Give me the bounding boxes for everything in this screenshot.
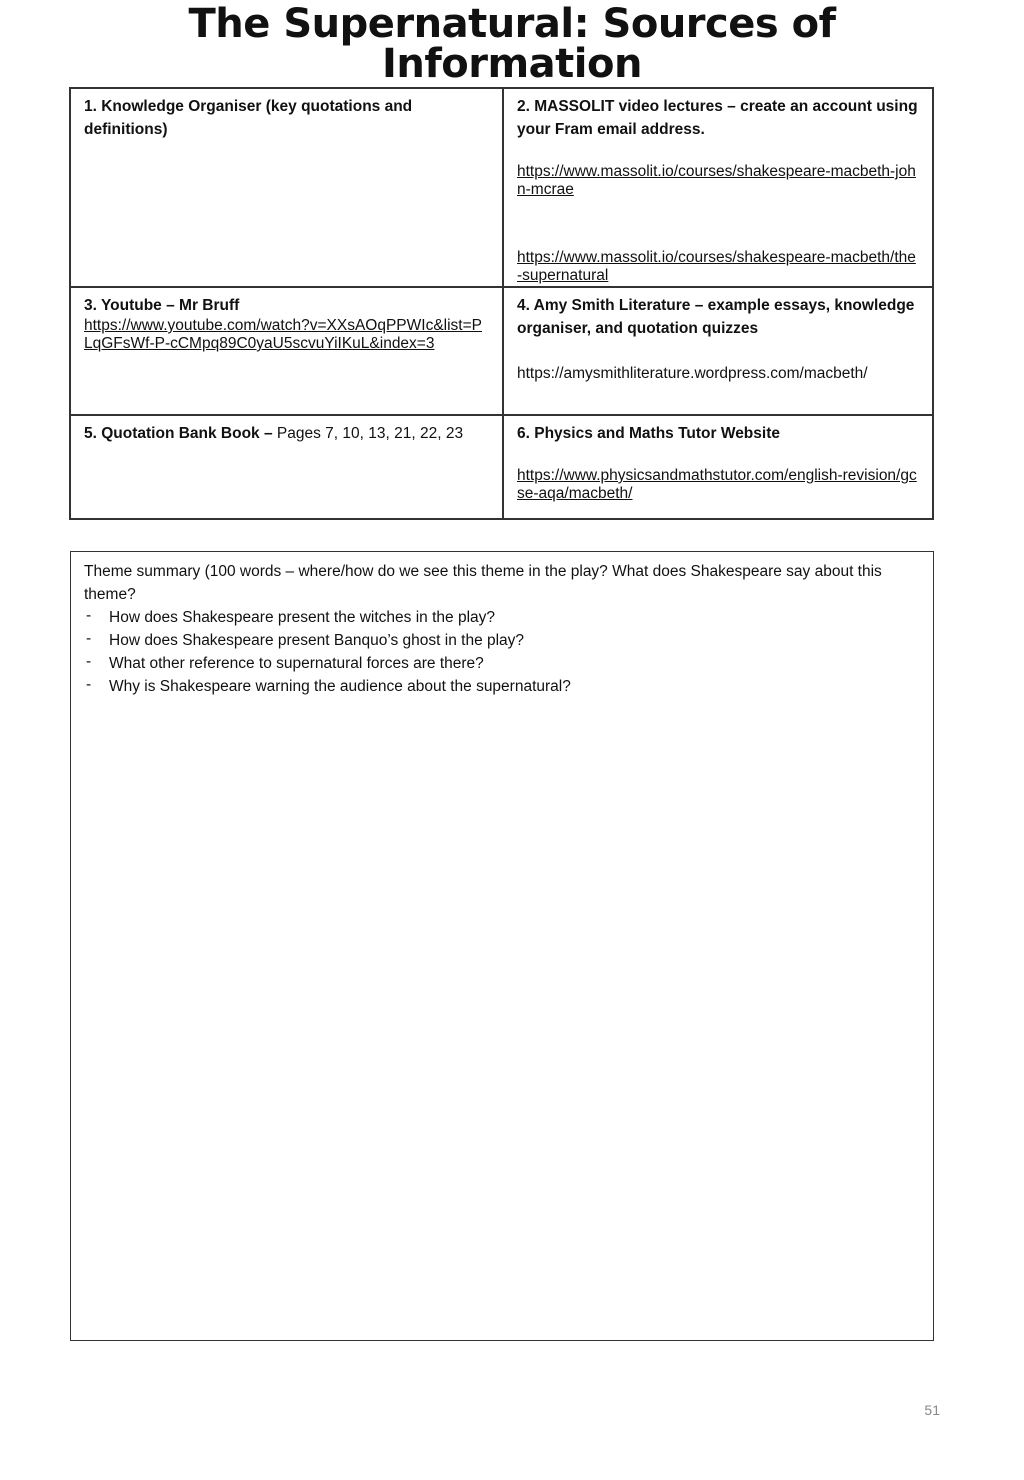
page-number: 51 [924, 1402, 940, 1418]
theme-question: - What other reference to supernatural forces are there? [84, 652, 920, 675]
sources-table [69, 87, 934, 520]
theme-summary-intro: Theme summary (100 words – where/how do we see this theme in the play? What does Shakespeare say about this theme? [84, 563, 882, 603]
source-cell-pmt [504, 416, 934, 520]
amy-smith-url: https://amysmithliterature.wordpress.com/macbeth/ [517, 365, 868, 382]
massolit-link-supernatural[interactable]: https://www.massolit.io/courses/shakespeare-macbeth/the-supernatural [517, 249, 916, 284]
source-heading-amy-smith: 4. Amy Smith Literature – example essays, knowledge organiser, and quotation quizzes [517, 297, 915, 337]
source-cell-knowledge-organiser [71, 89, 502, 286]
source-heading-massolit: 2. MASSOLIT video lectures – create an account using your Fram email address. [517, 98, 918, 138]
source-heading-pmt: 6. Physics and Maths Tutor Website [517, 425, 780, 442]
source-cell-amy-smith [504, 288, 934, 414]
page-title-line-2: Information [382, 41, 642, 87]
source-heading-quotation-bank: 5. Quotation Bank Book – [84, 425, 273, 442]
quotation-bank-pages: Pages 7, 10, 13, 21, 22, 23 [272, 425, 464, 442]
pmt-link[interactable]: https://www.physicsandmathstutor.com/english-revision/gcse-aqa/macbeth/ [517, 467, 917, 502]
source-heading-youtube: 3. Youtube – Mr Bruff [84, 297, 240, 314]
page-title [0, 1, 1024, 87]
massolit-link-john-mcrae[interactable]: https://www.massolit.io/courses/shakespeare-macbeth-john-mcrae [517, 163, 916, 198]
source-cell-youtube [71, 288, 502, 414]
source-cell-quotation-bank [71, 416, 502, 520]
theme-question: - How does Shakespeare present Banquo’s ghost in the play? [84, 629, 920, 652]
source-cell-massolit [504, 89, 934, 286]
source-heading-knowledge-organiser: 1. Knowledge Organiser (key quotations and definitions) [84, 98, 413, 138]
theme-question: - Why is Shakespeare warning the audience about the supernatural? [84, 675, 920, 698]
theme-question: - How does Shakespeare present the witches in the play? [84, 606, 920, 629]
page-title-line-1: The Supernatural: Sources of [188, 1, 836, 47]
theme-question-list [84, 606, 920, 698]
youtube-link[interactable]: https://www.youtube.com/watch?v=XXsAOqPPWIc&list=PLqGFsWf-P-cCMpq89C0yaU5scvuYiIKuL&index=3 [84, 317, 482, 352]
theme-summary-box[interactable] [70, 551, 934, 1341]
